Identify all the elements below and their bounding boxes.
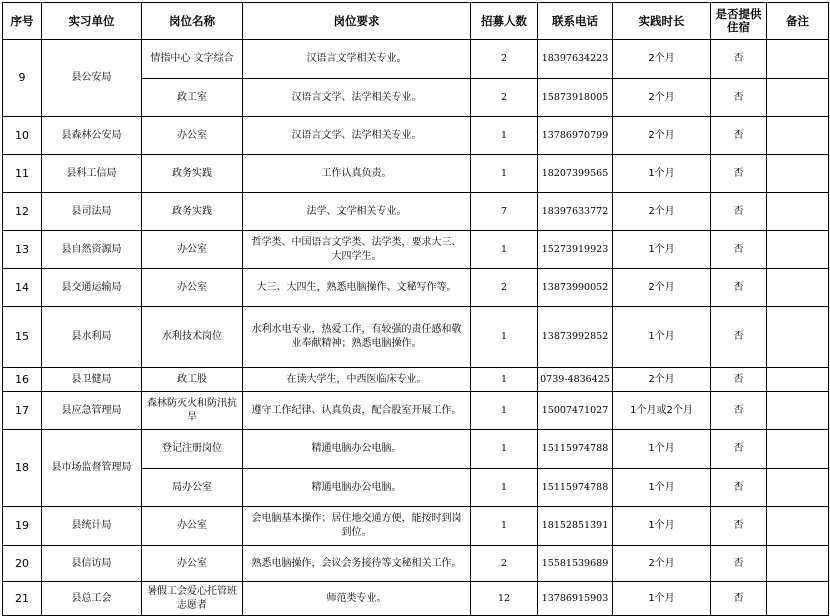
cell-note — [767, 582, 829, 616]
cell-index: 12 — [3, 193, 42, 231]
table-row — [3, 231, 829, 269]
cell-note — [767, 469, 829, 507]
cell-duration: 2个月 — [613, 546, 711, 582]
cell-position: 办公室 — [142, 546, 243, 582]
cell-count: 1 — [471, 307, 538, 368]
cell-duration: 1个月 — [613, 231, 711, 269]
cell-index: 18 — [3, 430, 42, 507]
cell-note — [767, 231, 829, 269]
cell-count: 2 — [471, 269, 538, 307]
header-note: 备注 — [767, 3, 829, 40]
cell-unit: 县卫健局 — [42, 368, 142, 392]
table-row — [3, 307, 829, 368]
cell-index: 20 — [3, 546, 42, 582]
cell-count: 1 — [471, 231, 538, 269]
cell-count: 1 — [471, 430, 538, 469]
cell-position: 政务实践 — [142, 155, 243, 193]
cell-requirement: 大三、大四生，熟悉电脑操作、文秘写作等。 — [243, 269, 471, 307]
header-duration: 实践时长 — [613, 3, 711, 40]
cell-position: 情指中心 文字综合 — [142, 40, 243, 79]
cell-note — [767, 269, 829, 307]
cell-requirement: 水利水电专业，热爱工作，有较强的责任感和敬业奉献精神；熟悉电脑操作。 — [243, 307, 471, 368]
cell-note — [767, 117, 829, 155]
cell-phone: 18397634223 — [538, 40, 613, 79]
cell-unit: 县公安局 — [42, 40, 142, 117]
cell-phone: 15115974788 — [538, 469, 613, 507]
cell-housing: 否 — [711, 507, 767, 546]
cell-note — [767, 507, 829, 546]
cell-phone: 15273919923 — [538, 231, 613, 269]
cell-requirement: 师范类专业。 — [243, 582, 471, 616]
cell-count: 1 — [471, 507, 538, 546]
cell-requirement: 精通电脑办公电脑。 — [243, 430, 471, 469]
cell-position: 政务实践 — [142, 193, 243, 231]
cell-index: 19 — [3, 507, 42, 546]
cell-position: 办公室 — [142, 117, 243, 155]
table-row — [3, 155, 829, 193]
table-row — [3, 546, 829, 582]
cell-housing: 否 — [711, 430, 767, 469]
cell-duration: 1个月 — [613, 507, 711, 546]
cell-position: 办公室 — [142, 231, 243, 269]
cell-phone: 15873918005 — [538, 79, 613, 117]
cell-unit: 县交通运输局 — [42, 269, 142, 307]
cell-unit: 县自然资源局 — [42, 231, 142, 269]
cell-housing: 否 — [711, 469, 767, 507]
cell-duration: 2个月 — [613, 193, 711, 231]
cell-housing: 否 — [711, 79, 767, 117]
cell-housing: 否 — [711, 546, 767, 582]
cell-unit: 县应急管理局 — [42, 392, 142, 430]
table-row — [3, 392, 829, 430]
cell-duration: 2个月 — [613, 368, 711, 392]
cell-note — [767, 430, 829, 469]
cell-position: 办公室 — [142, 507, 243, 546]
cell-unit: 县司法局 — [42, 193, 142, 231]
internship-table-container — [2, 2, 829, 616]
table-body — [3, 40, 829, 616]
cell-note — [767, 368, 829, 392]
cell-phone: 0739-4836425 — [538, 368, 613, 392]
cell-phone: 18152851391 — [538, 507, 613, 546]
cell-housing: 否 — [711, 193, 767, 231]
cell-index: 11 — [3, 155, 42, 193]
cell-housing: 否 — [711, 582, 767, 616]
cell-housing: 否 — [711, 368, 767, 392]
cell-index: 15 — [3, 307, 42, 368]
cell-count: 1 — [471, 469, 538, 507]
cell-requirement: 会电脑基本操作；居住地交通方便，能按时到岗到位。 — [243, 507, 471, 546]
header-position: 岗位名称 — [142, 3, 243, 40]
cell-index: 16 — [3, 368, 42, 392]
table-row — [3, 193, 829, 231]
cell-note — [767, 79, 829, 117]
cell-housing: 否 — [711, 392, 767, 430]
cell-position: 登记注册岗位 — [142, 430, 243, 469]
header-housing: 是否提供住宿 — [711, 3, 767, 40]
cell-unit: 县统计局 — [42, 507, 142, 546]
cell-requirement: 汉语言文学相关专业。 — [243, 40, 471, 79]
cell-housing: 否 — [711, 307, 767, 368]
cell-requirement: 法学、文学相关专业。 — [243, 193, 471, 231]
table-row — [3, 582, 829, 616]
header-requirement: 岗位要求 — [243, 3, 471, 40]
table-row — [3, 430, 829, 469]
cell-position: 政工股 — [142, 368, 243, 392]
cell-count: 1 — [471, 368, 538, 392]
cell-index: 14 — [3, 269, 42, 307]
cell-count: 1 — [471, 392, 538, 430]
cell-unit: 县信访局 — [42, 546, 142, 582]
cell-duration: 2个月 — [613, 269, 711, 307]
cell-phone: 18397633772 — [538, 193, 613, 231]
cell-duration: 2个月 — [613, 117, 711, 155]
cell-unit: 县科工信局 — [42, 155, 142, 193]
cell-note — [767, 193, 829, 231]
header-unit: 实习单位 — [42, 3, 142, 40]
table-row — [3, 40, 829, 79]
cell-duration: 1个月 — [613, 430, 711, 469]
cell-unit: 县市场监督管理局 — [42, 430, 142, 507]
cell-count: 1 — [471, 117, 538, 155]
cell-duration: 2个月 — [613, 40, 711, 79]
cell-phone: 15007471027 — [538, 392, 613, 430]
internship-table — [2, 2, 829, 616]
cell-index: 9 — [3, 40, 42, 117]
cell-index: 17 — [3, 392, 42, 430]
cell-phone: 13873992852 — [538, 307, 613, 368]
cell-duration: 1个月 — [613, 155, 711, 193]
cell-phone: 13786970799 — [538, 117, 613, 155]
cell-note — [767, 546, 829, 582]
cell-requirement: 汉语言文学、法学相关专业。 — [243, 79, 471, 117]
cell-count: 2 — [471, 40, 538, 79]
table-row — [3, 507, 829, 546]
cell-duration: 1个月 — [613, 582, 711, 616]
cell-position: 局办公室 — [142, 469, 243, 507]
cell-note — [767, 155, 829, 193]
cell-requirement: 熟悉电脑操作，会议会务接待等文秘相关工作。 — [243, 546, 471, 582]
cell-index: 10 — [3, 117, 42, 155]
cell-unit: 县总工会 — [42, 582, 142, 616]
cell-phone: 15115974788 — [538, 430, 613, 469]
cell-position: 森林防灭火和防汛抗旱 — [142, 392, 243, 430]
cell-count: 2 — [471, 546, 538, 582]
cell-requirement: 汉语言文学、法学相关专业。 — [243, 117, 471, 155]
cell-requirement: 精通电脑办公电脑。 — [243, 469, 471, 507]
cell-requirement: 在读大学生，中西医临床专业。 — [243, 368, 471, 392]
table-row — [3, 269, 829, 307]
cell-count: 2 — [471, 79, 538, 117]
cell-phone: 13786915903 — [538, 582, 613, 616]
cell-position: 暑假工会爱心托管班志愿者 — [142, 582, 243, 616]
cell-phone: 18207399565 — [538, 155, 613, 193]
cell-housing: 否 — [711, 155, 767, 193]
cell-housing: 否 — [711, 117, 767, 155]
cell-note — [767, 392, 829, 430]
cell-housing: 否 — [711, 231, 767, 269]
cell-unit: 县水利局 — [42, 307, 142, 368]
cell-count: 7 — [471, 193, 538, 231]
cell-requirement: 工作认真负责。 — [243, 155, 471, 193]
cell-position: 水利技术岗位 — [142, 307, 243, 368]
header-row — [3, 3, 829, 40]
cell-duration: 1个月或2个月 — [613, 392, 711, 430]
table-row — [3, 117, 829, 155]
cell-index: 13 — [3, 231, 42, 269]
header-count: 招募人数 — [471, 3, 538, 40]
cell-note — [767, 307, 829, 368]
cell-requirement: 哲学类、中国语言文学类、法学类，要求大三、大四学生。 — [243, 231, 471, 269]
header-index: 序号 — [3, 3, 42, 40]
cell-position: 政工室 — [142, 79, 243, 117]
cell-position: 办公室 — [142, 269, 243, 307]
cell-unit: 县森林公安局 — [42, 117, 142, 155]
header-phone: 联系电话 — [538, 3, 613, 40]
cell-index: 21 — [3, 582, 42, 616]
cell-count: 12 — [471, 582, 538, 616]
cell-count: 1 — [471, 155, 538, 193]
cell-housing: 否 — [711, 269, 767, 307]
cell-requirement: 遵守工作纪律、认真负责，配合股室开展工作。 — [243, 392, 471, 430]
cell-duration: 1个月 — [613, 469, 711, 507]
cell-note — [767, 40, 829, 79]
cell-duration: 2个月 — [613, 79, 711, 117]
cell-phone: 15581539689 — [538, 546, 613, 582]
cell-housing: 否 — [711, 40, 767, 79]
table-row — [3, 368, 829, 392]
cell-phone: 13873990052 — [538, 269, 613, 307]
cell-duration: 1个月 — [613, 307, 711, 368]
